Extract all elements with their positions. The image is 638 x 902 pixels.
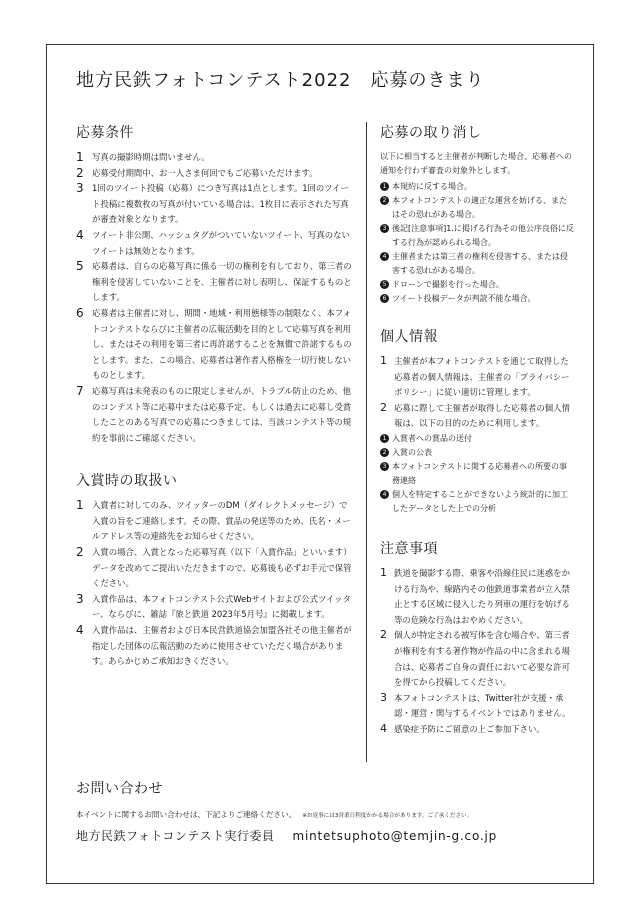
list-item — [76, 228, 352, 259]
left-column — [76, 122, 352, 670]
item-number: 1 — [380, 354, 387, 367]
item-number: 3 — [76, 591, 84, 606]
privacy-list — [380, 354, 574, 432]
item-text: 感染症予防にご留意の上ご参加下さい。 — [394, 723, 545, 734]
notes-heading: 注意事項 — [380, 540, 438, 557]
item-text: 1回のツイート投稿（応募）につき写真は1点とします。1回のツイート投稿に複数枚の写真が付いている場合は、1枚目に表示された写真が審査対象となります。 — [92, 183, 349, 225]
item-text: 本フォトコンテストに関する応募者への所要の事務連絡 — [392, 461, 567, 485]
list-item — [76, 150, 352, 166]
list-item — [76, 384, 352, 446]
privacy-heading: 個人情報 — [380, 329, 438, 345]
circled-number-icon: 4 — [380, 490, 389, 499]
item-text: 鉄道を撮影する際、乗客や沿線住民に迷惑をかける行為や、線路内その他鉄道事業者が立入禁止とする区域に侵入したり列車の運行を妨げる等の危険な行為はおやめください。 — [394, 567, 570, 625]
list-item — [380, 722, 574, 738]
item-number: 2 — [76, 545, 84, 560]
conditions-section — [76, 122, 352, 446]
conditions-heading: 応募条件 — [76, 125, 134, 141]
list-item — [380, 292, 574, 306]
item-text: 主催者または第三者の権利を侵害する、または侵害する恐れがある場合。 — [392, 252, 568, 275]
privacy-purposes-list — [380, 432, 574, 516]
item-number: 2 — [76, 165, 84, 180]
circled-number-icon: 5 — [380, 280, 389, 289]
item-text: 応募写真は未発表のものに限定しませんが、トラブル防止のため、他のコンテスト等に応募中または応募予定、もしくは過去に応募し受賞したことのある写真での応募につきましては、当該コンテスト等の規約を事前にご確認ください。 — [92, 385, 352, 443]
right-column — [380, 122, 574, 738]
item-text: 主催者が本フォトコンテストを通じて取得した応募者の個人情報は、主催者の「プライバシーポリシー」に従い適切に管理します。 — [394, 356, 570, 398]
cancel-heading: 応募の取り消し — [380, 125, 482, 141]
item-text: 入賞作品は、主催者および日本民営鉄道協会加盟各社その他主催者が指定した団体の広報活動のために使用させていただく場合があります。あらかじめご承知おきください。 — [92, 625, 352, 667]
notes-section — [380, 538, 574, 738]
notes-list — [380, 566, 574, 738]
contact-organizer — [76, 827, 576, 844]
item-text: 入賞者への賞品の送付 — [392, 433, 472, 443]
item-text: 本規約に反する場合。 — [392, 182, 472, 191]
item-text: ツイート非公開、ハッシュタグがついていないツイート、写真のないツイートは無効となります。 — [92, 229, 350, 256]
item-text: ツイート投稿データが判読不能な場合。 — [392, 294, 536, 303]
list-item — [76, 545, 352, 592]
awards-list — [76, 498, 352, 670]
item-text: 入賞作品は、本フォトコンテスト公式Webサイトおよび公式ツイッター、ならびに、雑誌『旅と鉄道 2023年5月号』に掲載します。 — [92, 593, 351, 620]
list-item — [380, 222, 574, 250]
contact-section — [76, 778, 576, 844]
list-item — [380, 278, 574, 292]
contact-note: ※お返事には3営業日程度かかる場合があります。ご了承ください。 — [302, 813, 473, 819]
awards-heading: 入賞時の取扱い — [76, 473, 178, 490]
list-item — [380, 566, 574, 628]
item-number: 4 — [76, 623, 84, 638]
item-text: 後記[注意事項]1.に掲げる行為その他公序良俗に反する行為が認められる場合。 — [392, 224, 574, 247]
item-number: 2 — [380, 628, 387, 642]
cancel-section — [380, 122, 574, 306]
item-number: 5 — [76, 259, 84, 274]
list-item — [76, 623, 352, 670]
conditions-list — [76, 150, 352, 446]
list-item — [380, 460, 574, 488]
organizer-name: 地方民鉄フォトコンテスト実行委員 — [76, 829, 275, 843]
awards-section — [76, 470, 352, 670]
item-text: ドローンで撮影を行った場合。 — [392, 280, 504, 289]
list-item — [380, 401, 574, 432]
item-number: 1 — [76, 150, 84, 164]
list-item — [76, 181, 352, 228]
item-number: 3 — [76, 181, 84, 196]
item-text: 応募に際して主催者が取得した応募者の個人情報は、以下の目的のために利用します。 — [394, 402, 570, 429]
list-item — [76, 306, 352, 384]
item-number: 1 — [380, 565, 387, 579]
item-number: 2 — [380, 400, 387, 414]
item-text: 本フォトコンテストは、Twitter社が支援・承認・運営・関与するイベントではありません。 — [394, 692, 571, 719]
item-text: 個人を特定することができないよう統計的に加工したデータとした上での分析 — [392, 489, 568, 513]
item-text: 応募受付期間中、お一人さま何回でもご応募いただけます。 — [92, 167, 318, 178]
list-item — [380, 180, 574, 194]
list-item — [380, 691, 574, 722]
cancel-intro: 以下に相当すると主催者が判断した場合、応募者への通知を行わず審査の対象外とします。 — [380, 152, 572, 175]
item-text: 個人が特定される被写体を含む場合や、第三者が権利を有する著作物が作品の中に含まれる場合は、応募者ご自身の責任において必要な許可を得てから投稿してください。 — [394, 630, 570, 688]
list-item — [76, 498, 352, 545]
list-item — [380, 628, 574, 690]
circled-number-icon: 4 — [380, 252, 389, 261]
page-title: 地方民鉄フォトコンテスト2022 応募のきまり — [76, 70, 485, 91]
circled-number-icon: 1 — [380, 182, 389, 191]
contact-heading: お問い合わせ — [76, 781, 163, 797]
circled-number-icon: 1 — [380, 434, 389, 443]
cancel-list — [380, 180, 574, 306]
list-item — [76, 592, 352, 623]
list-item — [380, 488, 574, 516]
item-text: 応募者は、自らの応募写真に係る一切の権利を有しており、第三者の権利を侵害していないことを、主催者に対し表明し、保証するものとします。 — [92, 261, 352, 303]
contact-text: 本イベントに関するお問い合わせは、下記よりご連絡ください。 — [76, 810, 297, 819]
circled-number-icon: 2 — [380, 448, 389, 457]
item-text: 本フォトコンテストの適正な運営を妨げる、またはその恐れがある場合。 — [392, 196, 567, 219]
item-number: 7 — [76, 383, 84, 398]
item-number: 6 — [76, 305, 84, 320]
item-text: 入賞の場合、入賞となった応募写真（以下「入賞作品」といいます）データを改めてご提出いただきますので、応募後も必ずお手元で保管ください。 — [92, 547, 352, 589]
item-number: 4 — [76, 227, 84, 242]
item-text: 写真の撮影時期は問いません。 — [92, 152, 210, 162]
item-text: 入賞者に対してのみ、ツイッターのDM（ダイレクトメッセージ）で入賞の旨をご連絡します。その際、賞品の発送等のため、氏名・メールアドレス等の連絡先をお知らせください。 — [92, 500, 351, 542]
list-item — [380, 446, 574, 460]
circled-number-icon: 3 — [380, 462, 389, 471]
privacy-section — [380, 326, 574, 516]
list-item — [76, 259, 352, 306]
item-number: 1 — [76, 498, 84, 513]
item-text: 入賞の公表 — [392, 447, 432, 457]
circled-number-icon: 6 — [380, 294, 389, 303]
list-item — [380, 432, 574, 446]
list-item — [76, 166, 352, 182]
item-number: 3 — [380, 690, 387, 704]
column-divider — [366, 122, 367, 762]
circled-number-icon: 3 — [380, 224, 389, 233]
circled-number-icon: 2 — [380, 196, 389, 205]
item-text: 応募者は主催者に対し、期間・地域・利用態様等の制限なく、本フォトコンテストならびに主催者の広報活動を目的として応募写真を利用し、またはその利用を第三者に再許諾することを無償で許諾するものとします。また、この場合、応募者は著作者人格権を一切行使しないものとします。 — [92, 307, 352, 381]
list-item — [380, 250, 574, 278]
item-number: 4 — [380, 721, 387, 735]
list-item — [380, 354, 574, 401]
list-item — [380, 194, 574, 222]
contact-email: mintetsuphoto@temjin-g.co.jp — [292, 829, 498, 843]
contact-line — [76, 808, 576, 823]
